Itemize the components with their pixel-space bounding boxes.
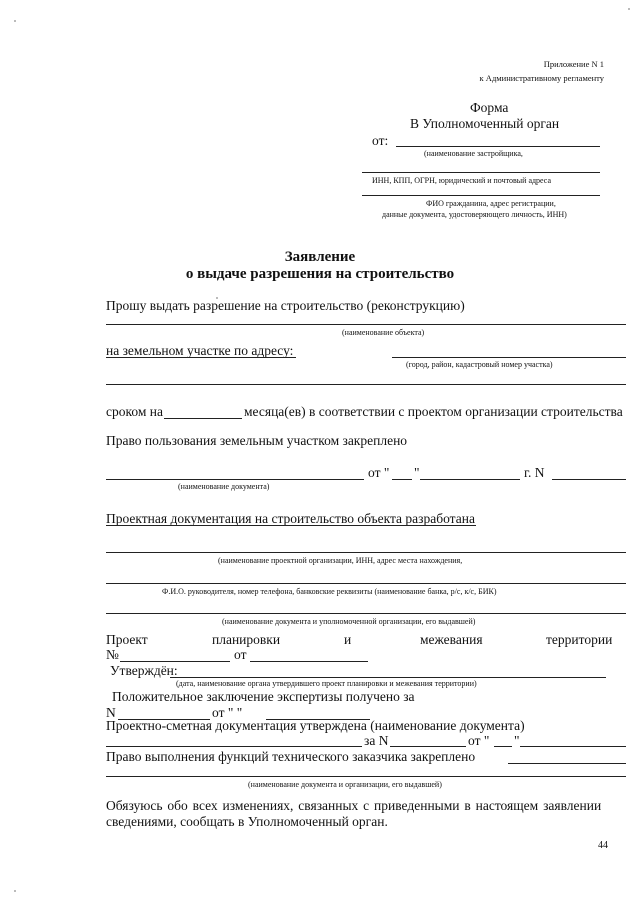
planning-number-sign: № [106, 647, 119, 662]
customer-doc-line [106, 776, 626, 777]
approved-label: Утверждён: [110, 663, 178, 678]
hint-object: (наименование объекта) [342, 328, 425, 337]
expertise-from-quotes: от " " [212, 705, 243, 720]
planning-date-line [250, 661, 368, 662]
inn-line [362, 195, 600, 196]
estimate-number-line [390, 746, 466, 747]
obligation-line-1: Обязуюсь обо всех изменениях, связанных с приведенными в настоящем заявлении [106, 798, 602, 813]
estimate-from-quote: от " [468, 733, 490, 748]
planning-word-3: и [344, 632, 352, 647]
appendix-label: Приложение N 1 [543, 59, 604, 69]
design-org-line [106, 552, 626, 553]
estimate-day-line [494, 746, 512, 747]
address-line-2 [106, 384, 626, 385]
recipient-label: В Уполномоченный орган [410, 116, 560, 131]
document-title: Заявление [284, 249, 356, 265]
planning-from: от [234, 647, 247, 662]
hint-address: (город, район, кадастровый номер участка) [406, 360, 553, 369]
term-input-line [164, 418, 242, 419]
director-line [106, 583, 626, 584]
planning-word-1: Проект [106, 632, 148, 647]
hint-document: (наименование документа) [178, 482, 270, 491]
customer-right-text: Право выполнения функций технического заказчика закреплено [106, 749, 476, 764]
land-day-line [392, 479, 412, 480]
land-quote-close: " [414, 465, 420, 480]
plot-address-label: на земельном участке по адресу: [106, 343, 294, 358]
term-prefix: сроком на [106, 404, 163, 419]
customer-right-short-line [508, 763, 626, 764]
scan-speck [14, 20, 16, 22]
plot-address-underline [106, 357, 296, 358]
from-label: от: [372, 133, 389, 148]
planning-word-5: территории [546, 632, 613, 647]
hint-doc-org: (наименование документа и уполномоченной организации, его выдавшей) [222, 617, 476, 626]
estimate-docs-text: Проектно-сметная документация утверждена (наименование документа) [106, 718, 525, 733]
hint-passport: данные документа, удостоверяющего личность, ИНН) [382, 210, 567, 219]
land-document-line [106, 479, 364, 480]
object-line [106, 324, 626, 325]
land-right-text: Право пользования земельным участком закреплено [106, 433, 408, 448]
developer-line [362, 172, 600, 173]
form-label: Форма [470, 100, 509, 115]
term-suffix: месяца(ев) в соответствии с проектом организации строительства [244, 404, 623, 419]
hint-inn: ИНН, КПП, ОГРН, юридический и почтовый адреса [372, 176, 552, 185]
planning-number-line [120, 661, 230, 662]
hint-developer: (наименование застройщика, [424, 149, 523, 158]
land-date-line [420, 479, 520, 480]
from-line [396, 146, 600, 147]
project-docs-underline [106, 525, 476, 526]
regulation-label: к Административному регламенту [479, 73, 604, 83]
project-docs-text: Проектная документация на строительство объекта разработана [106, 511, 475, 526]
estimate-date-line [520, 746, 626, 747]
document-subtitle: о выдаче разрешения на строительство [185, 266, 455, 282]
hint-doc-org2: (наименование документа и организации, его выдавшей) [248, 780, 442, 789]
doc-org-line [106, 613, 626, 614]
expertise-text: Положительное заключение экспертизы получено за [112, 689, 415, 704]
land-city-n: г. N [524, 465, 545, 480]
scan-speck [628, 8, 630, 10]
planning-word-4: межевания [420, 632, 483, 647]
hint-fio: ФИО гражданина, адрес регистрации, [426, 199, 556, 208]
estimate-for-n: за N [364, 733, 389, 748]
planning-word-2: планировки [212, 632, 281, 647]
expertise-n: N [106, 705, 116, 720]
obligation-line-2: сведениями, сообщать в Уполномоченный орган. [106, 814, 388, 829]
land-from-quote: от " [368, 465, 390, 480]
approved-line [170, 677, 606, 678]
estimate-quote-close: " [514, 733, 520, 748]
page-number: 44 [598, 840, 608, 851]
hint-design-org: (наименование проектной организации, ИНН, адрес места нахождения, [218, 556, 463, 565]
hint-planning-org: (дата, наименование органа утвердившего проект планировки и межевания территории) [176, 679, 477, 688]
hint-director: Ф.И.О. руководителя, номер телефона, банковские реквизиты (наименование банка, р/с, к/с, БИК) [162, 587, 497, 596]
address-line [392, 357, 626, 358]
request-text: Прошу выдать разрешение на строительство (реконструкцию) [106, 298, 465, 313]
scan-speck [14, 890, 16, 892]
estimate-doc-line [106, 746, 362, 747]
land-number-line [552, 479, 626, 480]
